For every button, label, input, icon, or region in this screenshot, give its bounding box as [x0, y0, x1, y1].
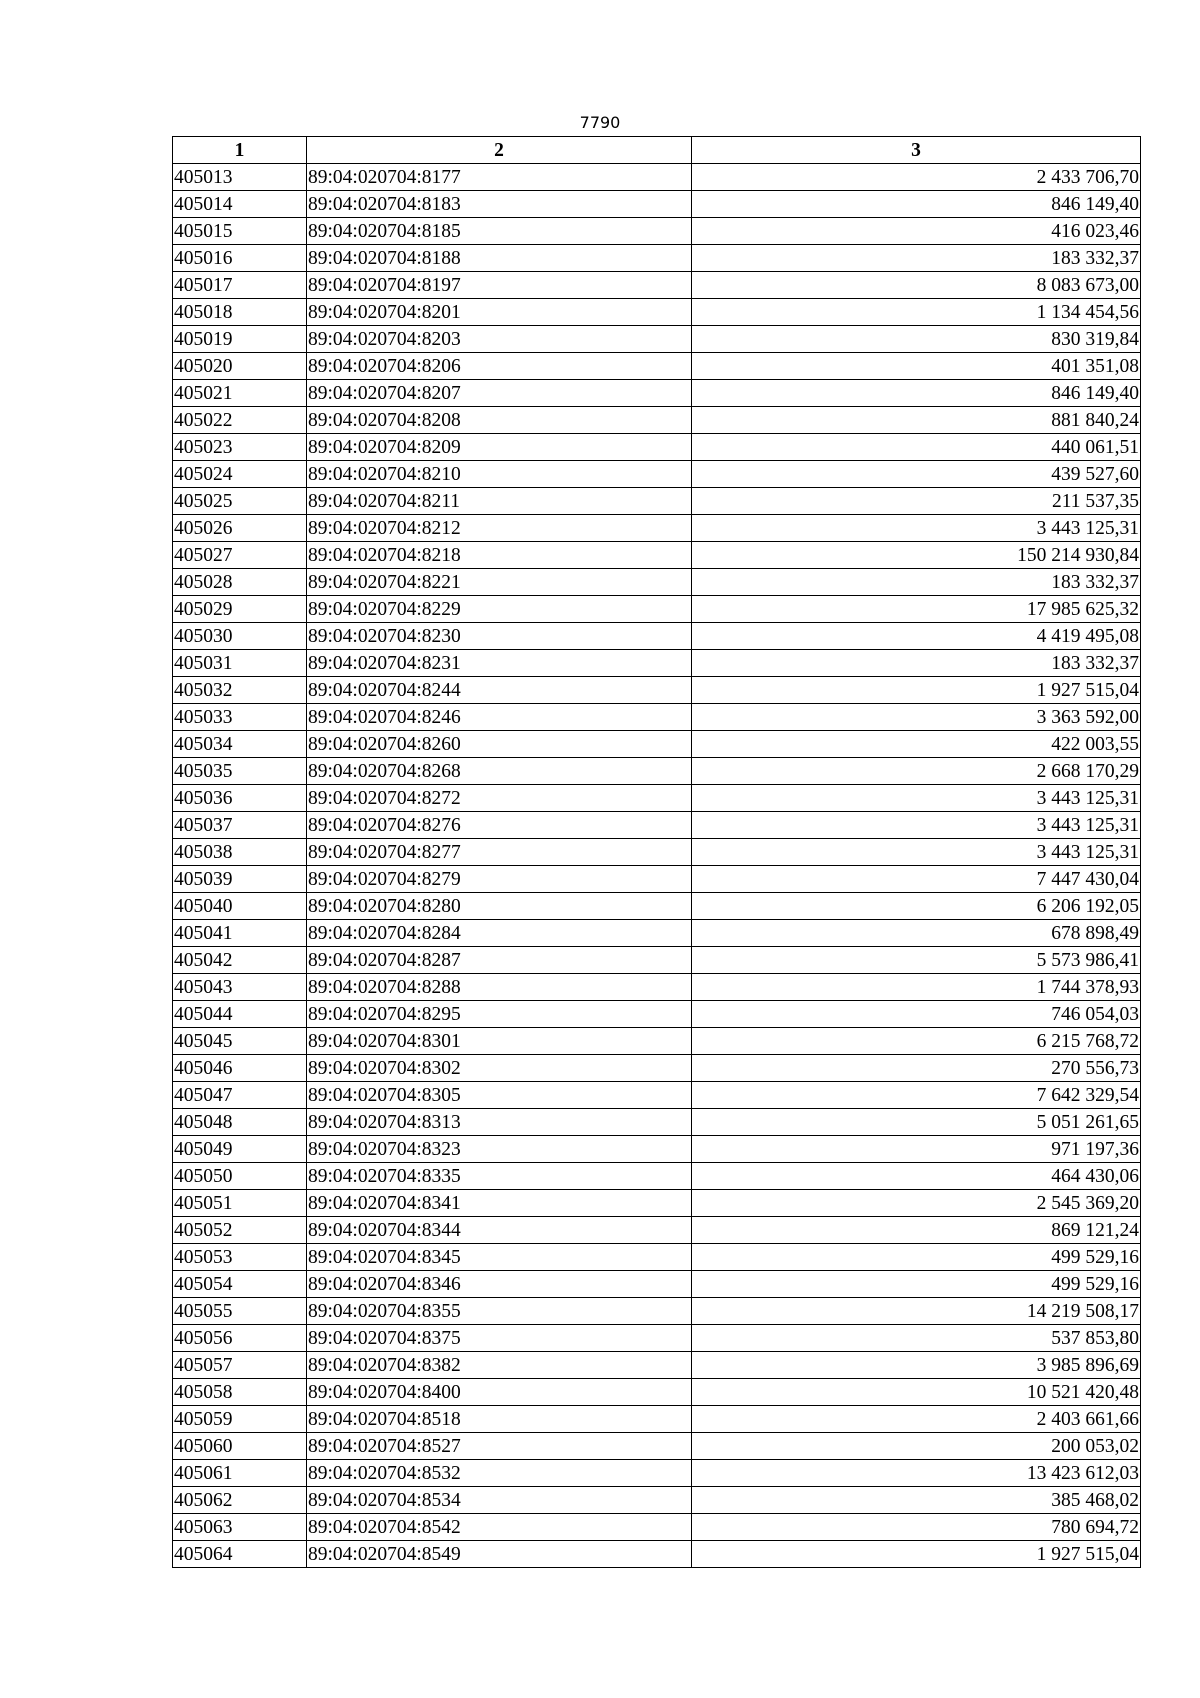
value-cell: 2 403 661,66	[692, 1406, 1141, 1433]
table-row	[173, 326, 1141, 353]
row-number-cell: 405031	[173, 650, 307, 677]
header-row	[173, 137, 1141, 164]
table-row	[173, 245, 1141, 272]
row-number-cell: 405029	[173, 596, 307, 623]
cadastral-number-cell: 89:04:020704:8549	[307, 1541, 692, 1568]
row-number-cell: 405045	[173, 1028, 307, 1055]
table-row	[173, 812, 1141, 839]
cadastral-number-cell: 89:04:020704:8355	[307, 1298, 692, 1325]
value-cell: 440 061,51	[692, 434, 1141, 461]
cadastral-number-cell: 89:04:020704:8345	[307, 1244, 692, 1271]
row-number-cell: 405060	[173, 1433, 307, 1460]
value-cell: 7 642 329,54	[692, 1082, 1141, 1109]
table-row	[173, 542, 1141, 569]
cadastral-number-cell: 89:04:020704:8268	[307, 758, 692, 785]
table-row	[173, 1055, 1141, 1082]
row-number-cell: 405028	[173, 569, 307, 596]
table-row	[173, 596, 1141, 623]
row-number-cell: 405050	[173, 1163, 307, 1190]
value-cell: 537 853,80	[692, 1325, 1141, 1352]
row-number-cell: 405058	[173, 1379, 307, 1406]
row-number-cell: 405046	[173, 1055, 307, 1082]
value-cell: 14 219 508,17	[692, 1298, 1141, 1325]
row-number-cell: 405021	[173, 380, 307, 407]
cadastral-number-cell: 89:04:020704:8212	[307, 515, 692, 542]
table-row	[173, 164, 1141, 191]
table-row	[173, 623, 1141, 650]
table-header	[173, 137, 1141, 164]
row-number-cell: 405023	[173, 434, 307, 461]
cadastral-number-cell: 89:04:020704:8185	[307, 218, 692, 245]
value-cell: 17 985 625,32	[692, 596, 1141, 623]
cadastral-number-cell: 89:04:020704:8323	[307, 1136, 692, 1163]
cadastral-number-cell: 89:04:020704:8276	[307, 812, 692, 839]
cadastral-number-cell: 89:04:020704:8218	[307, 542, 692, 569]
cadastral-number-cell: 89:04:020704:8209	[307, 434, 692, 461]
table-row	[173, 1379, 1141, 1406]
cadastral-number-cell: 89:04:020704:8272	[307, 785, 692, 812]
value-cell: 678 898,49	[692, 920, 1141, 947]
cadastral-number-cell: 89:04:020704:8284	[307, 920, 692, 947]
cadastral-number-cell: 89:04:020704:8344	[307, 1217, 692, 1244]
table-row	[173, 839, 1141, 866]
table-row	[173, 272, 1141, 299]
table-row	[173, 1325, 1141, 1352]
value-cell: 270 556,73	[692, 1055, 1141, 1082]
row-number-cell: 405063	[173, 1514, 307, 1541]
column-header-2: 2	[307, 137, 692, 164]
value-cell: 846 149,40	[692, 380, 1141, 407]
cadastral-number-cell: 89:04:020704:8206	[307, 353, 692, 380]
cadastral-number-cell: 89:04:020704:8246	[307, 704, 692, 731]
row-number-cell: 405064	[173, 1541, 307, 1568]
cadastral-number-cell: 89:04:020704:8400	[307, 1379, 692, 1406]
table-row	[173, 1163, 1141, 1190]
value-cell: 1 927 515,04	[692, 677, 1141, 704]
table-row	[173, 1460, 1141, 1487]
cadastral-number-cell: 89:04:020704:8207	[307, 380, 692, 407]
table-row	[173, 758, 1141, 785]
value-cell: 10 521 420,48	[692, 1379, 1141, 1406]
value-cell: 1 744 378,93	[692, 974, 1141, 1001]
row-number-cell: 405043	[173, 974, 307, 1001]
value-cell: 401 351,08	[692, 353, 1141, 380]
row-number-cell: 405017	[173, 272, 307, 299]
row-number-cell: 405014	[173, 191, 307, 218]
row-number-cell: 405051	[173, 1190, 307, 1217]
cadastral-number-cell: 89:04:020704:8201	[307, 299, 692, 326]
cadastral-number-cell: 89:04:020704:8203	[307, 326, 692, 353]
cadastral-number-cell: 89:04:020704:8231	[307, 650, 692, 677]
row-number-cell: 405032	[173, 677, 307, 704]
table-row	[173, 353, 1141, 380]
value-cell: 2 668 170,29	[692, 758, 1141, 785]
value-cell: 1 927 515,04	[692, 1541, 1141, 1568]
value-cell: 3 443 125,31	[692, 812, 1141, 839]
cadastral-number-cell: 89:04:020704:8346	[307, 1271, 692, 1298]
row-number-cell: 405016	[173, 245, 307, 272]
cadastral-number-cell: 89:04:020704:8260	[307, 731, 692, 758]
value-cell: 3 443 125,31	[692, 785, 1141, 812]
cadastral-number-cell: 89:04:020704:8244	[307, 677, 692, 704]
table-row	[173, 650, 1141, 677]
table-row	[173, 677, 1141, 704]
value-cell: 746 054,03	[692, 1001, 1141, 1028]
table-row	[173, 1514, 1141, 1541]
row-number-cell: 405015	[173, 218, 307, 245]
cadastral-number-cell: 89:04:020704:8527	[307, 1433, 692, 1460]
value-cell: 13 423 612,03	[692, 1460, 1141, 1487]
value-cell: 385 468,02	[692, 1487, 1141, 1514]
value-cell: 971 197,36	[692, 1136, 1141, 1163]
table-row	[173, 1217, 1141, 1244]
cadastral-number-cell: 89:04:020704:8210	[307, 461, 692, 488]
table-row	[173, 1433, 1141, 1460]
cadastral-number-cell: 89:04:020704:8301	[307, 1028, 692, 1055]
cadastral-number-cell: 89:04:020704:8230	[307, 623, 692, 650]
cadastral-number-cell: 89:04:020704:8208	[307, 407, 692, 434]
cadastral-number-cell: 89:04:020704:8288	[307, 974, 692, 1001]
row-number-cell: 405054	[173, 1271, 307, 1298]
table-row	[173, 515, 1141, 542]
value-cell: 422 003,55	[692, 731, 1141, 758]
cadastral-number-cell: 89:04:020704:8197	[307, 272, 692, 299]
table-row	[173, 1298, 1141, 1325]
row-number-cell: 405062	[173, 1487, 307, 1514]
table-row	[173, 1082, 1141, 1109]
row-number-cell: 405030	[173, 623, 307, 650]
table-row	[173, 1406, 1141, 1433]
row-number-cell: 405039	[173, 866, 307, 893]
row-number-cell: 405025	[173, 488, 307, 515]
table-row	[173, 461, 1141, 488]
cadastral-number-cell: 89:04:020704:8305	[307, 1082, 692, 1109]
table-row	[173, 1001, 1141, 1028]
table-row	[173, 488, 1141, 515]
cadastral-number-cell: 89:04:020704:8183	[307, 191, 692, 218]
value-cell: 499 529,16	[692, 1244, 1141, 1271]
table-row	[173, 704, 1141, 731]
registry-table	[172, 136, 1141, 1568]
row-number-cell: 405037	[173, 812, 307, 839]
table-row	[173, 569, 1141, 596]
value-cell: 439 527,60	[692, 461, 1141, 488]
row-number-cell: 405061	[173, 1460, 307, 1487]
row-number-cell: 405019	[173, 326, 307, 353]
row-number-cell: 405033	[173, 704, 307, 731]
table-row	[173, 299, 1141, 326]
cadastral-number-cell: 89:04:020704:8221	[307, 569, 692, 596]
value-cell: 846 149,40	[692, 191, 1141, 218]
row-number-cell: 405049	[173, 1136, 307, 1163]
value-cell: 150 214 930,84	[692, 542, 1141, 569]
value-cell: 2 433 706,70	[692, 164, 1141, 191]
table-row	[173, 785, 1141, 812]
value-cell: 200 053,02	[692, 1433, 1141, 1460]
cadastral-number-cell: 89:04:020704:8382	[307, 1352, 692, 1379]
row-number-cell: 405034	[173, 731, 307, 758]
cadastral-number-cell: 89:04:020704:8277	[307, 839, 692, 866]
row-number-cell: 405047	[173, 1082, 307, 1109]
table-row	[173, 974, 1141, 1001]
table-row	[173, 1352, 1141, 1379]
row-number-cell: 405026	[173, 515, 307, 542]
row-number-cell: 405024	[173, 461, 307, 488]
value-cell: 3 443 125,31	[692, 515, 1141, 542]
page-number: 7790	[579, 113, 621, 132]
row-number-cell: 405041	[173, 920, 307, 947]
value-cell: 6 206 192,05	[692, 893, 1141, 920]
cadastral-number-cell: 89:04:020704:8280	[307, 893, 692, 920]
value-cell: 3 985 896,69	[692, 1352, 1141, 1379]
cadastral-number-cell: 89:04:020704:8341	[307, 1190, 692, 1217]
cadastral-number-cell: 89:04:020704:8177	[307, 164, 692, 191]
row-number-cell: 405020	[173, 353, 307, 380]
cadastral-number-cell: 89:04:020704:8518	[307, 1406, 692, 1433]
table-row	[173, 191, 1141, 218]
value-cell: 4 419 495,08	[692, 623, 1141, 650]
value-cell: 211 537,35	[692, 488, 1141, 515]
row-number-cell: 405055	[173, 1298, 307, 1325]
value-cell: 3 363 592,00	[692, 704, 1141, 731]
value-cell: 7 447 430,04	[692, 866, 1141, 893]
cadastral-number-cell: 89:04:020704:8313	[307, 1109, 692, 1136]
row-number-cell: 405053	[173, 1244, 307, 1271]
value-cell: 881 840,24	[692, 407, 1141, 434]
cadastral-number-cell: 89:04:020704:8287	[307, 947, 692, 974]
row-number-cell: 405013	[173, 164, 307, 191]
row-number-cell: 405048	[173, 1109, 307, 1136]
row-number-cell: 405038	[173, 839, 307, 866]
value-cell: 3 443 125,31	[692, 839, 1141, 866]
value-cell: 780 694,72	[692, 1514, 1141, 1541]
table-row	[173, 1487, 1141, 1514]
cadastral-number-cell: 89:04:020704:8534	[307, 1487, 692, 1514]
value-cell: 183 332,37	[692, 569, 1141, 596]
value-cell: 869 121,24	[692, 1217, 1141, 1244]
row-number-cell: 405044	[173, 1001, 307, 1028]
table-row	[173, 1109, 1141, 1136]
row-number-cell: 405056	[173, 1325, 307, 1352]
value-cell: 416 023,46	[692, 218, 1141, 245]
cadastral-number-cell: 89:04:020704:8542	[307, 1514, 692, 1541]
table-row	[173, 1190, 1141, 1217]
value-cell: 8 083 673,00	[692, 272, 1141, 299]
table-row	[173, 1271, 1141, 1298]
value-cell: 1 134 454,56	[692, 299, 1141, 326]
cadastral-number-cell: 89:04:020704:8335	[307, 1163, 692, 1190]
value-cell: 183 332,37	[692, 650, 1141, 677]
row-number-cell: 405036	[173, 785, 307, 812]
table-row	[173, 920, 1141, 947]
cadastral-number-cell: 89:04:020704:8279	[307, 866, 692, 893]
cadastral-number-cell: 89:04:020704:8295	[307, 1001, 692, 1028]
value-cell: 5 573 986,41	[692, 947, 1141, 974]
value-cell: 499 529,16	[692, 1271, 1141, 1298]
column-header-3: 3	[692, 137, 1141, 164]
table-row	[173, 1541, 1141, 1568]
value-cell: 6 215 768,72	[692, 1028, 1141, 1055]
value-cell: 464 430,06	[692, 1163, 1141, 1190]
table-row	[173, 407, 1141, 434]
table-row	[173, 434, 1141, 461]
table-row	[173, 218, 1141, 245]
row-number-cell: 405035	[173, 758, 307, 785]
row-number-cell: 405052	[173, 1217, 307, 1244]
value-cell: 183 332,37	[692, 245, 1141, 272]
cadastral-number-cell: 89:04:020704:8211	[307, 488, 692, 515]
cadastral-number-cell: 89:04:020704:8375	[307, 1325, 692, 1352]
row-number-cell: 405042	[173, 947, 307, 974]
value-cell: 2 545 369,20	[692, 1190, 1141, 1217]
row-number-cell: 405018	[173, 299, 307, 326]
cadastral-number-cell: 89:04:020704:8532	[307, 1460, 692, 1487]
table-row	[173, 893, 1141, 920]
table-row	[173, 380, 1141, 407]
row-number-cell: 405022	[173, 407, 307, 434]
row-number-cell: 405040	[173, 893, 307, 920]
table-row	[173, 1028, 1141, 1055]
row-number-cell: 405057	[173, 1352, 307, 1379]
row-number-cell: 405027	[173, 542, 307, 569]
row-number-cell: 405059	[173, 1406, 307, 1433]
table-row	[173, 731, 1141, 758]
table-row	[173, 947, 1141, 974]
value-cell: 830 319,84	[692, 326, 1141, 353]
table-body	[173, 164, 1141, 1568]
value-cell: 5 051 261,65	[692, 1109, 1141, 1136]
cadastral-number-cell: 89:04:020704:8188	[307, 245, 692, 272]
table-row	[173, 1244, 1141, 1271]
table-row	[173, 1136, 1141, 1163]
cadastral-number-cell: 89:04:020704:8229	[307, 596, 692, 623]
column-header-1: 1	[173, 137, 307, 164]
cadastral-number-cell: 89:04:020704:8302	[307, 1055, 692, 1082]
table-row	[173, 866, 1141, 893]
